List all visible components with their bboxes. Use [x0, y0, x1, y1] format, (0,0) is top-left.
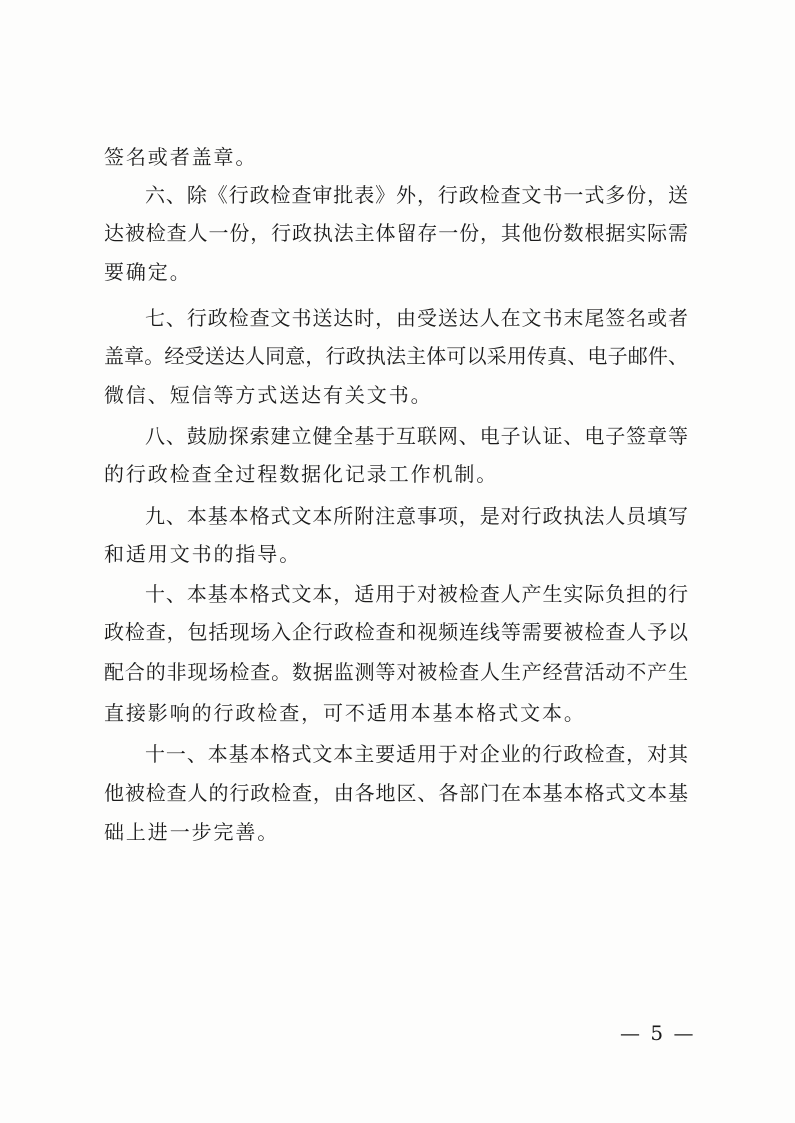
- text-line-14: 配合的非现场检查。数据监测等对被检查人生产经营活动不产生: [104, 660, 688, 684]
- text-line-7: 微信、短信等方式送达有关文书。: [104, 383, 433, 407]
- text-line-16: 十一、本基本格式文本主要适用于对企业的行政检查，对其: [145, 742, 688, 766]
- text-line-1: 签名或者盖章。: [104, 145, 258, 169]
- text-line-9: 的行政检查全过程数据化记录工作机制。: [104, 462, 499, 486]
- text-line-13: 政检查，包括现场入企行政检查和视频连线等需要被检查人予以: [104, 620, 688, 644]
- text-line-8: 八、鼓励探索建立健全基于互联网、电子认证、电子签章等: [145, 424, 688, 448]
- text-line-18: 础上进一步完善。: [104, 820, 280, 844]
- text-line-12: 十、本基本格式文本，适用于对被检查人产生实际负担的行: [145, 582, 688, 606]
- text-line-4: 要确定。: [104, 260, 192, 284]
- text-line-2: 六、除《行政检查审批表》外，行政检查文书一式多份，送: [145, 183, 688, 207]
- text-line-6: 盖章。经受送达人同意，行政执法主体可以采用传真、电子邮件、: [104, 344, 688, 368]
- text-line-3: 达被检查人一份，行政执法主体留存一份，其他份数根据实际需: [104, 221, 688, 245]
- text-line-11: 和适用文书的指导。: [104, 542, 302, 566]
- text-line-10: 九、本基本格式文本所附注意事项，是对行政执法人员填写: [145, 504, 688, 528]
- text-line-5: 七、行政检查文书送达时，由受送达人在文书末尾签名或者: [145, 306, 688, 330]
- page-number: — 5 —: [620, 1021, 696, 1045]
- text-line-15: 直接影响的行政检查，可不适用本基本格式文本。: [104, 701, 586, 725]
- text-line-17: 他被检查人的行政检查，由各地区、各部门在本基本格式文本基: [104, 781, 688, 805]
